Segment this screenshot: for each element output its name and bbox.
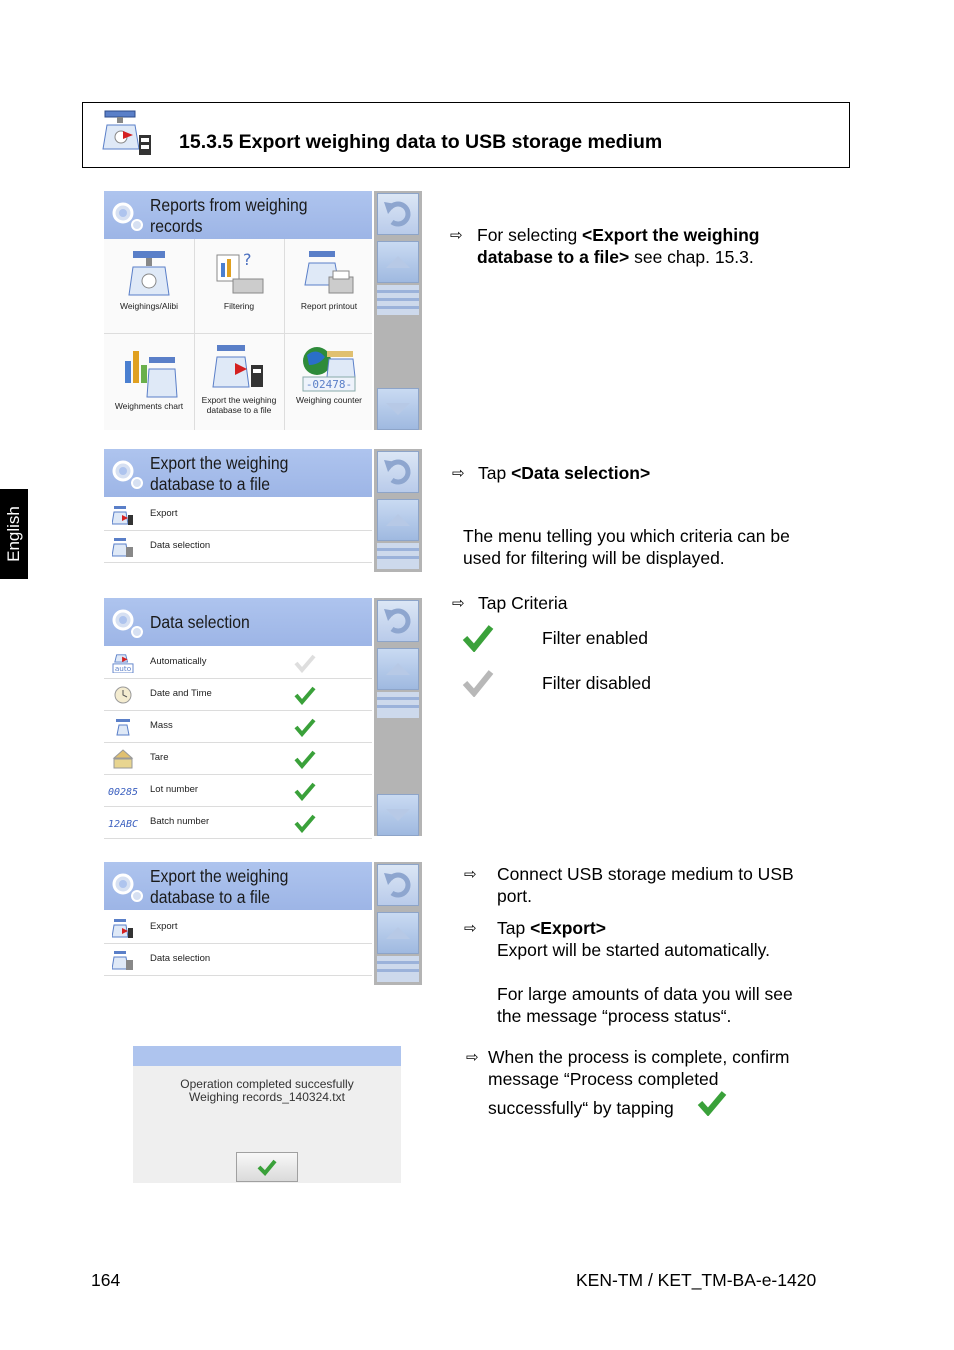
step-connect-usb: Connect USB storage medium to USB port. <box>497 864 794 906</box>
check-enabled-icon[interactable] <box>294 749 316 769</box>
scroll-up-button[interactable] <box>377 648 419 690</box>
lot-number-icon <box>108 781 138 801</box>
dialog-message: Operation completed succesfully <box>180 1077 354 1091</box>
criteria-row-batch-number[interactable]: 12ABC Batch number <box>104 807 372 839</box>
language-tab-label: English <box>4 506 23 562</box>
svg-text:-02478-: -02478- <box>305 378 353 391</box>
check-disabled-icon[interactable] <box>294 653 316 673</box>
scale-export-icon <box>112 505 134 525</box>
criteria-row-tare[interactable]: Tare <box>104 743 372 775</box>
arrow-icon: ⇨ <box>452 465 465 482</box>
menu-item-report-printout[interactable]: Report printout <box>285 249 373 311</box>
export-panel <box>104 449 422 572</box>
dialog-title-bar <box>133 1046 401 1066</box>
scrollbar[interactable] <box>374 598 422 836</box>
check-enabled-icon <box>697 1090 727 1116</box>
document-id: KEN-TM / KET_TM-BA-e-1420 <box>576 1270 817 1290</box>
scrollbar[interactable] <box>374 862 422 985</box>
scroll-thumb[interactable] <box>377 285 419 315</box>
undo-icon <box>378 194 418 234</box>
scrollbar[interactable] <box>374 191 422 430</box>
scroll-down-button[interactable] <box>377 794 419 836</box>
check-enabled-icon[interactable] <box>294 813 316 833</box>
menu-item-export-database[interactable]: Export the weighing database to a file <box>195 343 283 415</box>
scroll-thumb[interactable] <box>377 692 419 718</box>
back-button[interactable] <box>377 193 419 235</box>
arrow-icon: ⇨ <box>450 227 463 244</box>
batch-number-icon <box>108 813 138 833</box>
criteria-row-mass[interactable]: Mass <box>104 711 372 743</box>
auto-icon <box>112 653 134 673</box>
process-status-note: For large amounts of data you will see the message “process status“. <box>497 984 793 1026</box>
back-button[interactable] <box>377 451 419 493</box>
chart-scale-icon <box>119 343 179 401</box>
clock-icon <box>112 685 134 705</box>
gear-icon <box>109 455 145 491</box>
scroll-down-button[interactable] <box>377 388 419 430</box>
arrow-down-icon <box>378 389 418 429</box>
arrow-up-icon <box>378 649 418 689</box>
scale-export-icon <box>209 343 269 395</box>
export-panel-2 <box>104 862 422 985</box>
svg-text:auto: auto <box>114 664 132 673</box>
arrow-up-icon <box>378 242 418 282</box>
back-button[interactable] <box>377 864 419 906</box>
check-enabled-icon[interactable] <box>294 717 316 737</box>
language-tab <box>0 489 28 579</box>
gear-icon <box>109 868 145 904</box>
page-number: 164 <box>91 1270 121 1290</box>
scroll-up-button[interactable] <box>377 241 419 283</box>
section-header <box>82 102 850 168</box>
arrow-down-icon <box>378 795 418 835</box>
menu-row-export[interactable]: Export <box>104 499 372 531</box>
menu-row-data-selection[interactable]: Data selection <box>104 944 372 976</box>
menu-grid <box>104 239 372 430</box>
menu-row-data-selection[interactable]: Data selection <box>104 531 372 563</box>
arrow-icon: ⇨ <box>464 866 477 883</box>
svg-text:00285: 00285 <box>108 787 138 798</box>
scroll-up-button[interactable] <box>377 912 419 954</box>
gear-icon <box>109 604 145 640</box>
completion-dialog <box>133 1046 401 1183</box>
step-tap-export: Tap <Export> Export will be started automatically. <box>497 918 770 960</box>
criteria-menu-note: The menu telling you which criteria can be used for filtering will be displayed. <box>463 526 790 568</box>
dialog-filename: Weighing records_140324.txt <box>189 1090 345 1104</box>
undo-icon <box>378 601 418 641</box>
menu-row-export[interactable]: Export <box>104 912 372 944</box>
scale-export-icon <box>101 109 153 157</box>
svg-text:12ABC: 12ABC <box>108 819 138 830</box>
gear-icon <box>109 197 145 233</box>
step-select-export: For selecting <Export the weighing database to a file> see chap. 15.3. <box>477 225 760 267</box>
arrow-icon: ⇨ <box>452 595 465 612</box>
tare-icon <box>112 749 134 769</box>
criteria-row-automatically[interactable]: auto Automatically <box>104 647 372 679</box>
check-enabled-icon[interactable] <box>294 781 316 801</box>
arrow-up-icon <box>378 913 418 953</box>
step-confirm: When the process is complete, confirm message “Process completed successfully“ by tapping <box>488 1047 790 1118</box>
filter-enabled-label: Filter enabled <box>542 628 649 648</box>
ok-button[interactable] <box>236 1152 298 1182</box>
scale-icon <box>125 249 173 301</box>
panel-title-bar <box>104 862 372 910</box>
panel-title: Data selection <box>150 612 250 632</box>
check-icon <box>237 1153 297 1181</box>
panel-title-bar <box>104 191 372 239</box>
criteria-row-lot-number[interactable]: 00285 Lot number <box>104 775 372 807</box>
panel-title-bar <box>104 598 372 646</box>
panel-title: Export the weighing database to a file <box>150 453 289 494</box>
scale-filter-icon <box>112 950 134 970</box>
globe-counter-icon <box>299 343 359 395</box>
arrow-icon: ⇨ <box>466 1049 479 1066</box>
undo-icon <box>378 452 418 492</box>
step-tap-criteria: Tap Criteria <box>478 593 568 613</box>
back-button[interactable] <box>377 600 419 642</box>
panel-title: Export the weighing database to a file <box>150 866 289 907</box>
panel-title: Reports from weighing records <box>150 195 308 236</box>
menu-item-weighing-counter[interactable]: -02478- Weighing counter <box>285 343 373 405</box>
svg-text:?: ? <box>243 250 252 269</box>
menu-item-weighments-chart[interactable]: Weighments chart <box>105 343 193 411</box>
data-selection-panel <box>104 598 422 836</box>
criteria-row-date-time[interactable]: Date and Time <box>104 679 372 711</box>
step-tap-data-selection: Tap <Data selection> <box>478 463 651 483</box>
arrow-up-icon <box>378 500 418 540</box>
arrow-icon: ⇨ <box>464 920 477 937</box>
check-enabled-icon[interactable] <box>294 685 316 705</box>
page-title: 15.3.5 Export weighing data to USB storage medium <box>179 131 663 153</box>
filter-disabled-label: Filter disabled <box>542 673 651 693</box>
menu-item-weighings[interactable]: Weighings/Alibi <box>105 249 193 311</box>
check-disabled-icon <box>462 669 494 697</box>
filter-printer-icon <box>211 249 267 301</box>
mass-icon <box>112 717 134 737</box>
scale-export-icon <box>112 918 134 938</box>
scroll-thumb[interactable] <box>377 956 419 982</box>
scale-printer-icon <box>301 249 357 301</box>
menu-item-filtering[interactable]: ? Filtering <box>195 249 283 311</box>
scroll-up-button[interactable] <box>377 499 419 541</box>
scale-filter-icon <box>112 537 134 557</box>
scrollbar[interactable] <box>374 449 422 572</box>
panel-title-bar <box>104 449 372 497</box>
undo-icon <box>378 865 418 905</box>
check-enabled-icon <box>462 624 494 652</box>
reports-panel <box>104 191 422 430</box>
scroll-thumb[interactable] <box>377 543 419 569</box>
